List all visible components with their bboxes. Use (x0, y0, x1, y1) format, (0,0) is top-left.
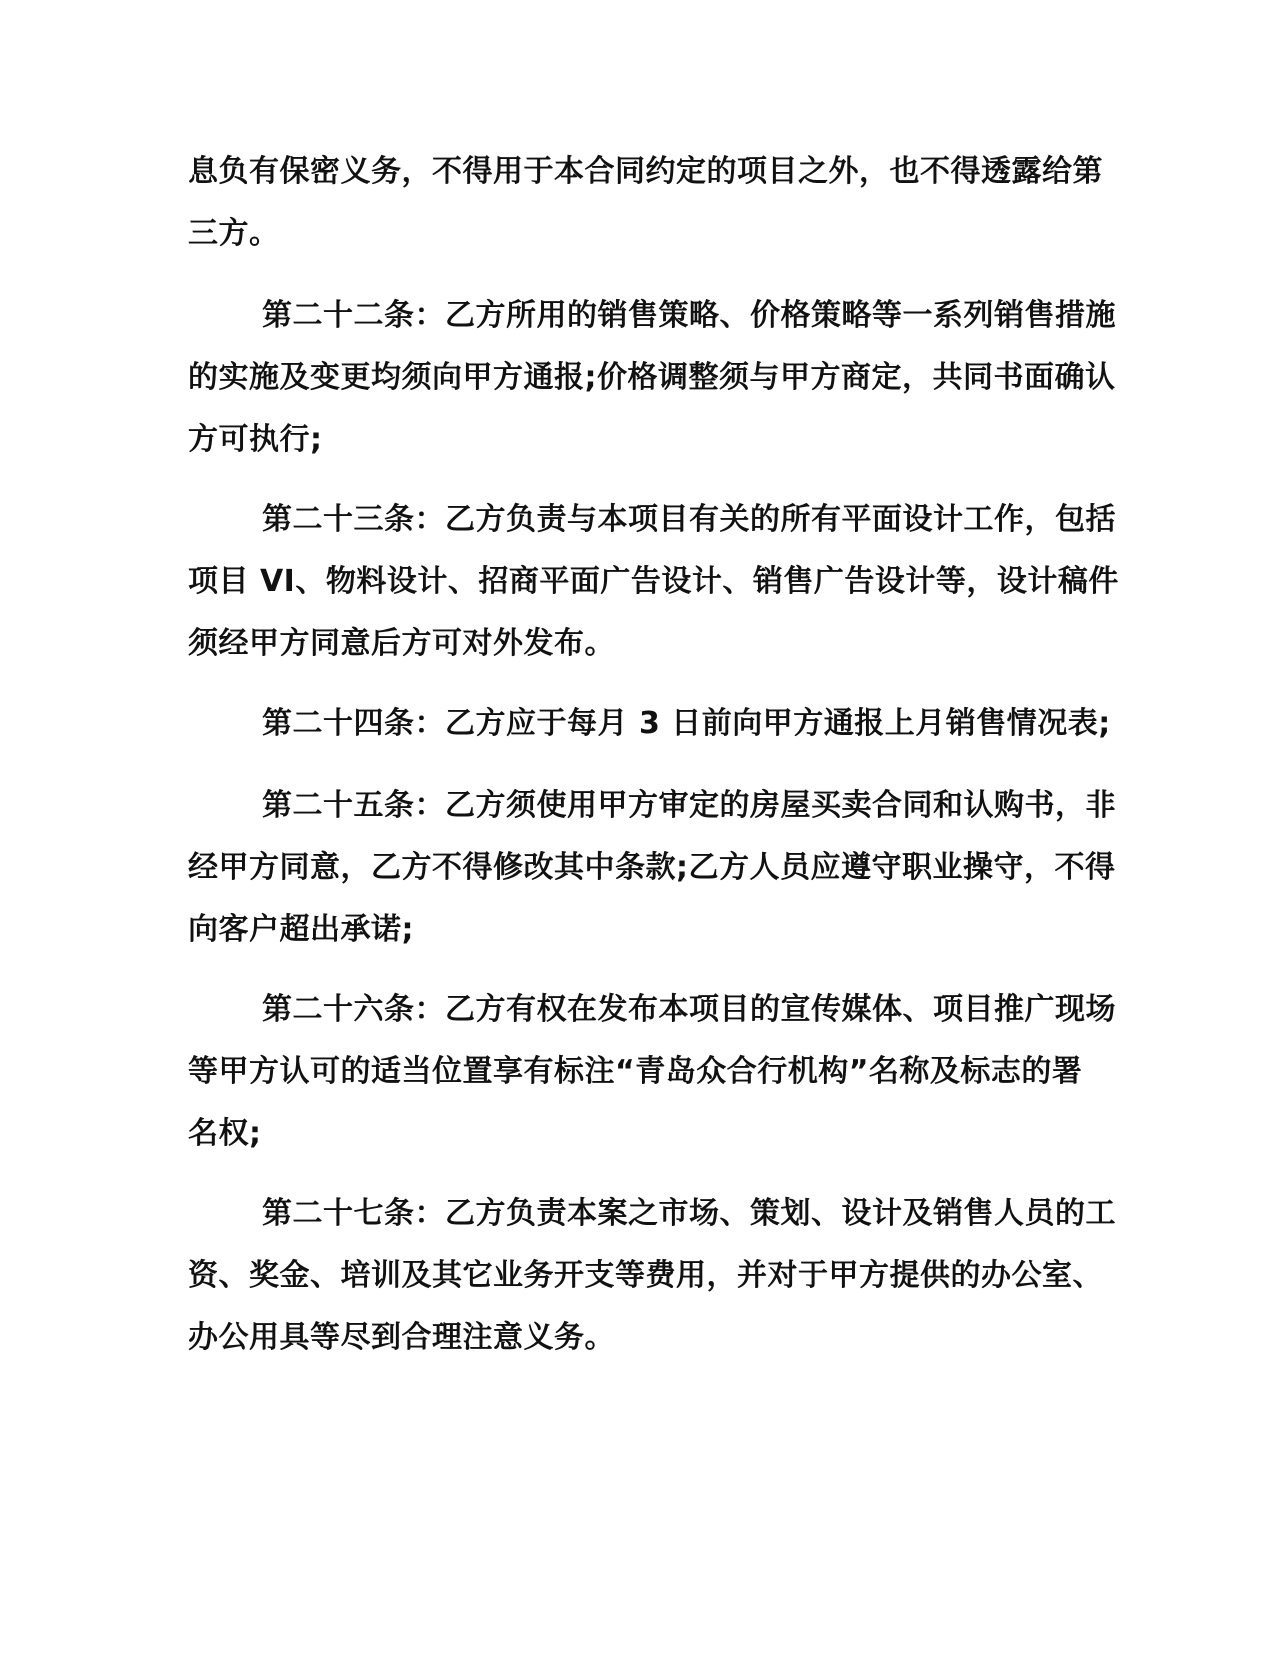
article-26-heading-line: 第二十六条：乙方有权在发布本项目的宣传媒体、项目推广现场 (262, 992, 1116, 1027)
paragraph-line: 息负有保密义务，不得用于本合同约定的项目之外，也不得透露给第 (188, 154, 1103, 189)
paragraph-line: 须经甲方同意后方可对外发布。 (188, 626, 615, 661)
article-24-heading-line: 第二十四条：乙方应于每月 3 日前向甲方通报上月销售情况表; (262, 706, 1111, 741)
paragraph-line: 向客户超出承诺; (188, 912, 414, 947)
paragraph-line: 方可执行; (188, 422, 323, 457)
article-27-heading-line: 第二十七条：乙方负责本案之市场、策划、设计及销售人员的工 (262, 1196, 1116, 1231)
paragraph-line: 办公用具等尽到合理注意义务。 (188, 1320, 615, 1355)
article-23-heading-line: 第二十三条：乙方负责与本项目有关的所有平面设计工作，包括 (262, 502, 1116, 537)
paragraph-line: 经甲方同意，乙方不得修改其中条款;乙方人员应遵守职业操守，不得 (188, 850, 1116, 885)
paragraph-line: 资、奖金、培训及其它业务开支等费用，并对于甲方提供的办公室、 (188, 1258, 1103, 1293)
paragraph-line: 项目 VI、物料设计、招商平面广告设计、销售广告设计等，设计稿件 (188, 564, 1119, 599)
paragraph-line: 名权; (188, 1116, 262, 1151)
article-22-heading-line: 第二十二条：乙方所用的销售策略、价格策略等一系列销售措施 (262, 298, 1116, 333)
article-25-heading-line: 第二十五条：乙方须使用甲方审定的房屋买卖合同和认购书，非 (262, 788, 1116, 823)
paragraph-line: 等甲方认可的适当位置享有标注“青岛众合行机构”名称及标志的署 (188, 1054, 1083, 1089)
paragraph-line: 的实施及变更均须向甲方通报;价格调整须与甲方商定，共同书面确认 (188, 360, 1116, 395)
paragraph-line: 三方。 (188, 216, 280, 251)
